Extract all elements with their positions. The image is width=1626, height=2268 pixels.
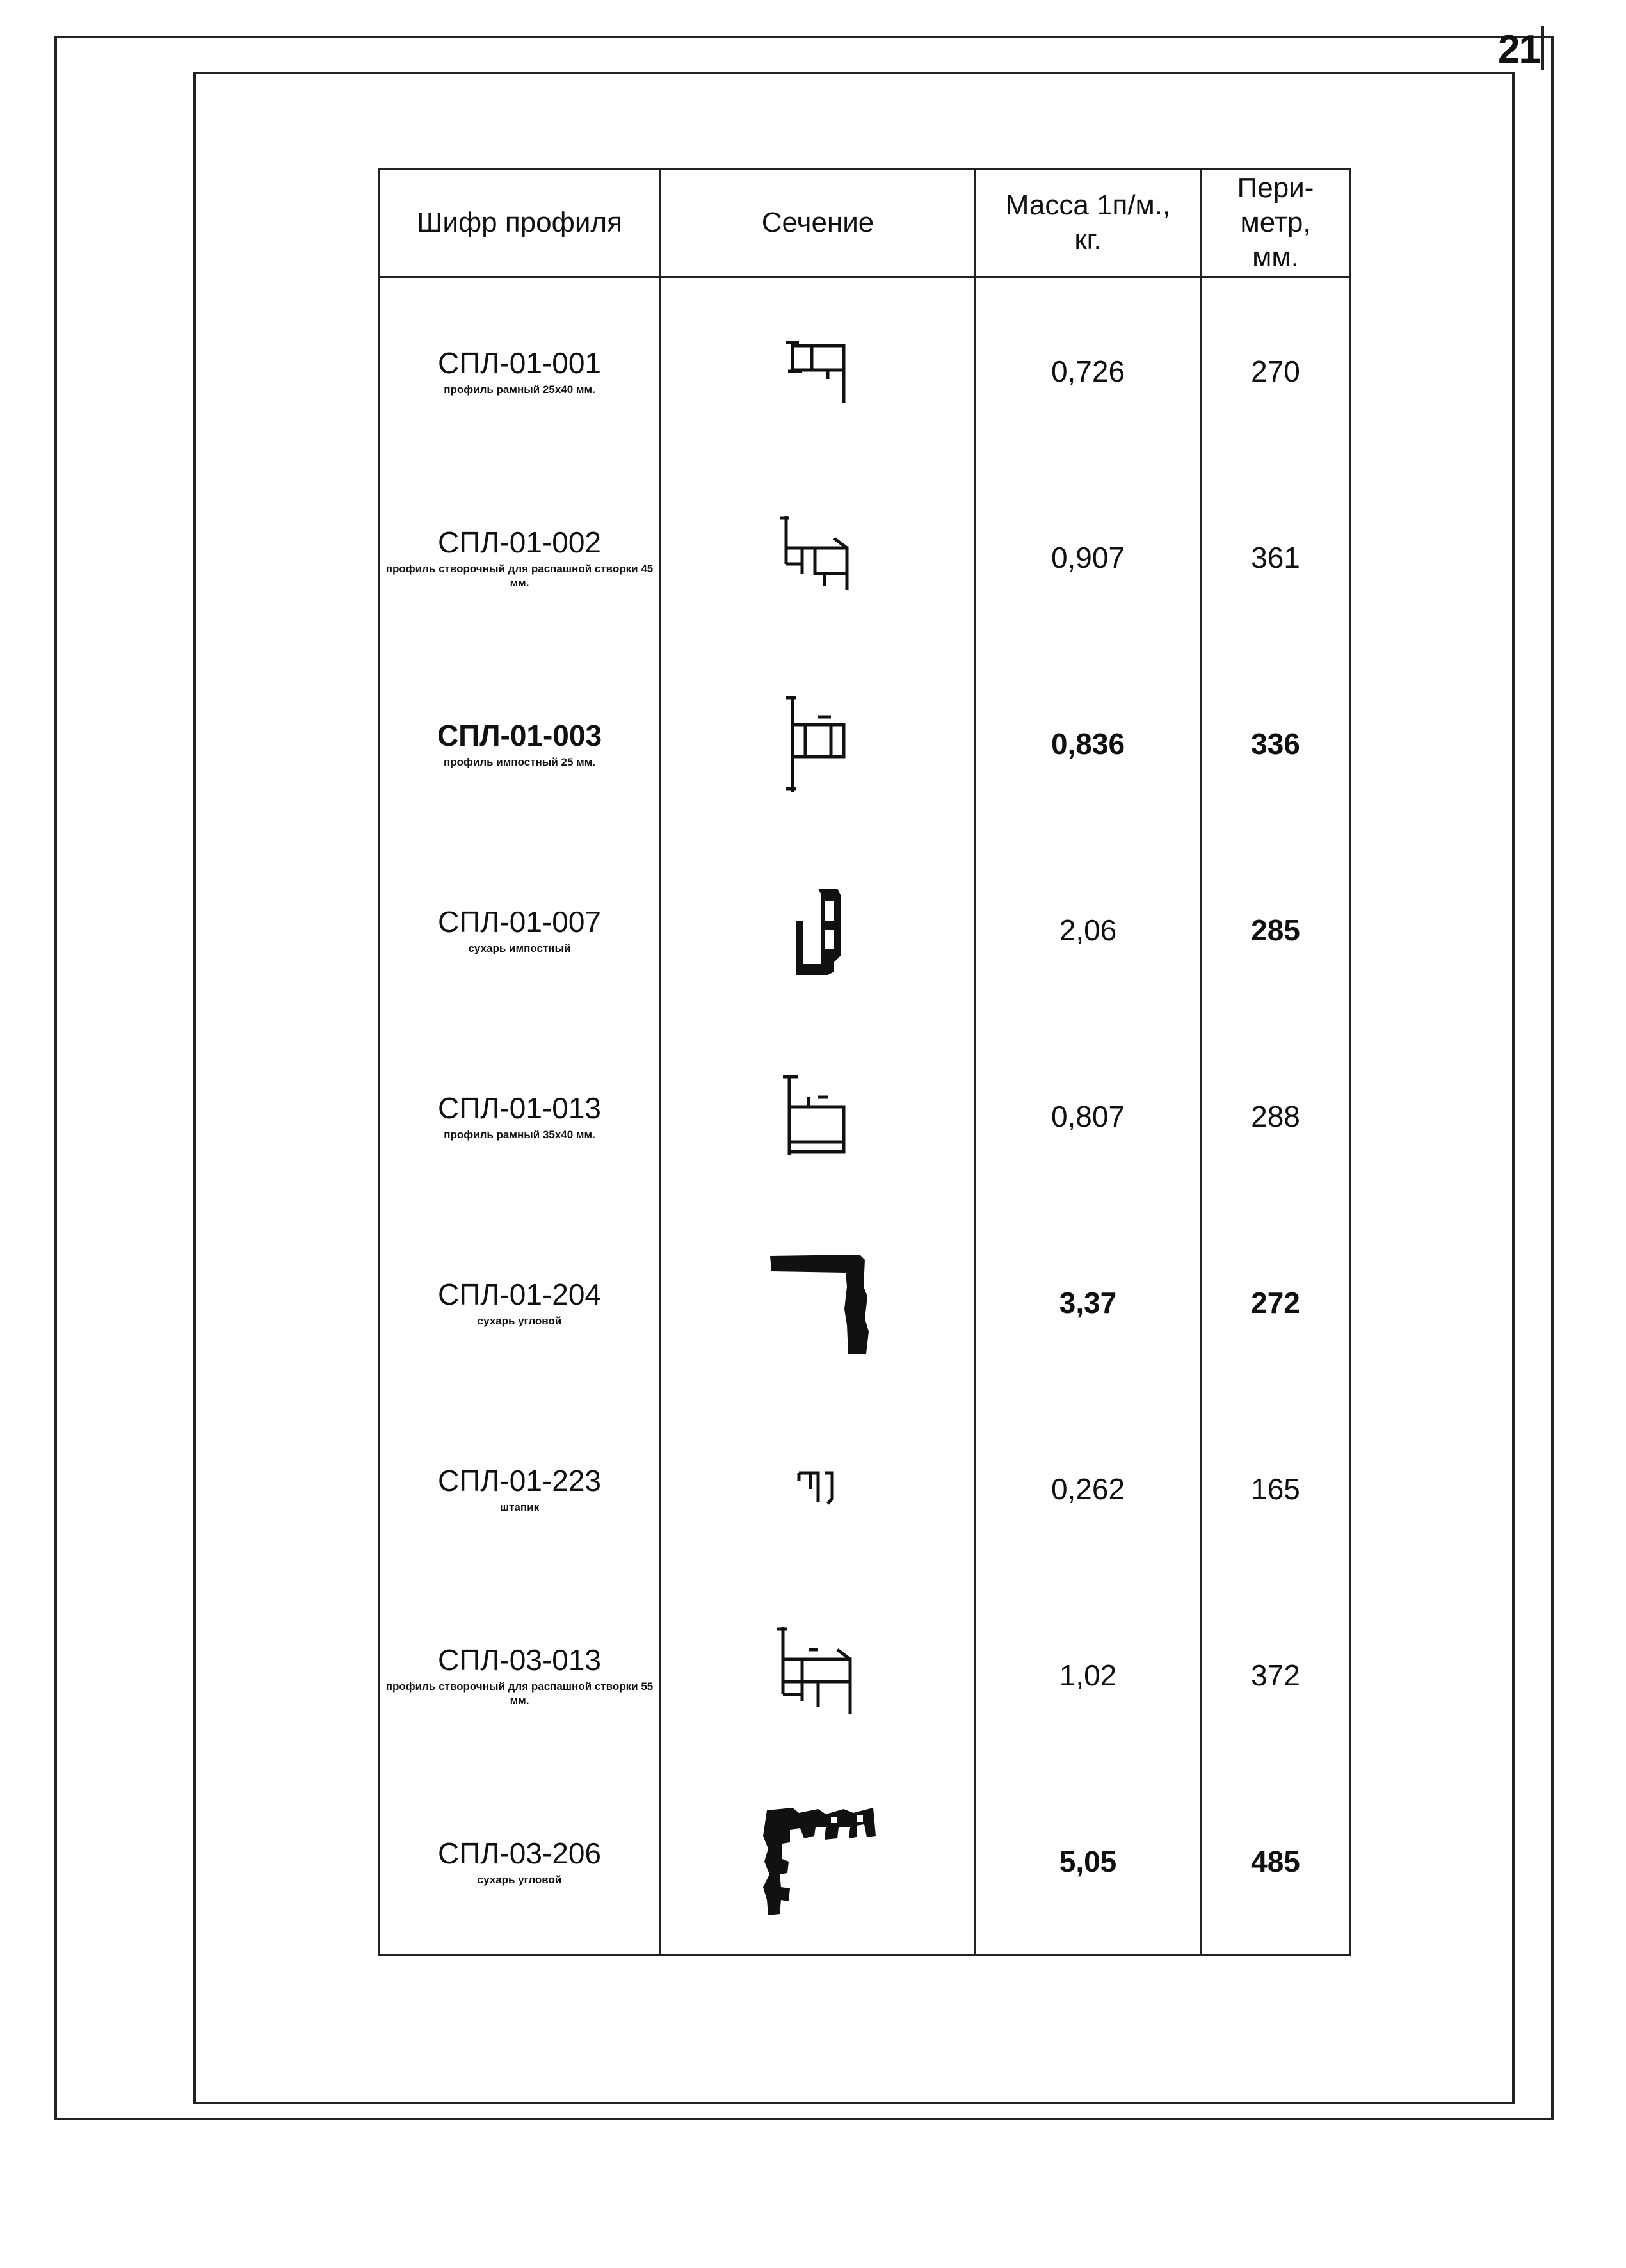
mullion-profile-icon (783, 693, 853, 795)
code-cell (379, 1395, 661, 1582)
page-number-rule (1541, 26, 1544, 70)
table-row (379, 277, 1351, 465)
header-perimeter (1201, 169, 1351, 277)
section-cell (661, 277, 976, 465)
mass-cell: 5,05 (976, 1768, 1201, 1956)
code-cell (379, 1582, 661, 1768)
glazing-bead-icon (793, 1467, 844, 1511)
perimeter-cell: 288 (1201, 1023, 1351, 1209)
profile-code: СПЛ-01-223 (437, 1463, 602, 1497)
header-mass-text: Масса 1п/м., кг. (1005, 189, 1171, 255)
profile-desc: сухарь угловой (477, 1314, 562, 1327)
header-mass (976, 169, 1201, 277)
perimeter-cell: 372 (1201, 1582, 1351, 1768)
mass-cell: 0,726 (976, 277, 1201, 465)
frame-profile-icon (783, 333, 853, 410)
perimeter-cell: 361 (1201, 464, 1351, 650)
table-row (379, 1209, 1351, 1395)
profile-desc: профиль створочный для распашной створки 55 мм. (385, 1680, 654, 1707)
table-row (379, 1023, 1351, 1209)
profiles-table (378, 168, 1351, 1956)
header-perimeter-text: Пери-метр, мм. (1237, 172, 1314, 273)
mass-cell: 3,37 (976, 1209, 1201, 1395)
section-cell (661, 1582, 976, 1768)
profile-desc: штапик (499, 1500, 540, 1513)
sash-profile-icon (773, 1624, 863, 1726)
profile-desc: профиль рамный 35х40 мм. (444, 1128, 595, 1141)
mass-cell: 0,807 (976, 1023, 1201, 1209)
perimeter-cell: 485 (1201, 1768, 1351, 1956)
profile-code: СПЛ-03-206 (437, 1836, 602, 1870)
code-cell (379, 837, 661, 1023)
profile-code: СПЛ-01-003 (437, 718, 602, 752)
profile-code: СПЛ-01-001 (437, 346, 602, 380)
profile-code: СПЛ-01-007 (437, 905, 602, 938)
mass-cell: 2,06 (976, 837, 1201, 1023)
section-cell (661, 650, 976, 837)
profile-desc: профиль импостный 25 мм. (443, 755, 596, 768)
header-code: Шифр профиля (379, 169, 661, 277)
profile-code: СПЛ-01-013 (437, 1091, 602, 1125)
mass-cell: 1,02 (976, 1582, 1201, 1768)
page-number: 21 (1498, 28, 1540, 72)
perimeter-cell: 270 (1201, 277, 1351, 465)
code-cell (379, 464, 661, 650)
perimeter-cell: 165 (1201, 1395, 1351, 1582)
profile-code: СПЛ-01-204 (437, 1277, 602, 1311)
code-cell (379, 1023, 661, 1209)
mass-cell: 0,836 (976, 650, 1201, 837)
section-cell (661, 464, 976, 650)
profile-desc: сухарь угловой (477, 1873, 562, 1886)
code-cell (379, 1209, 661, 1395)
table-row (379, 464, 1351, 650)
section-cell (661, 1768, 976, 1956)
perimeter-cell: 272 (1201, 1209, 1351, 1395)
table-row (379, 837, 1351, 1023)
table-header-row (379, 169, 1351, 277)
table-row (379, 650, 1351, 837)
table-row (379, 1395, 1351, 1582)
corner-cleat-icon (754, 1798, 882, 1926)
profile-desc: профиль рамный 25х40 мм. (444, 383, 595, 396)
header-section: Сечение (661, 169, 976, 277)
section-cell (661, 1209, 976, 1395)
section-cell (661, 837, 976, 1023)
mullion-cleat-icon (783, 882, 853, 978)
code-cell (379, 1768, 661, 1956)
perimeter-cell: 336 (1201, 650, 1351, 837)
mass-cell: 0,907 (976, 464, 1201, 650)
code-cell (379, 277, 661, 465)
table-row (379, 1768, 1351, 1956)
frame-profile-icon (780, 1072, 857, 1161)
code-cell (379, 650, 661, 837)
corner-cleat-icon (764, 1248, 873, 1357)
profile-code: СПЛ-01-002 (437, 525, 602, 559)
mass-cell: 0,262 (976, 1395, 1201, 1582)
section-cell (661, 1395, 976, 1582)
section-cell (661, 1023, 976, 1209)
table-row (379, 1582, 1351, 1768)
profile-desc: профиль створочный для распашной створки 45 мм. (385, 562, 654, 589)
sash-profile-icon (777, 513, 860, 602)
perimeter-cell: 285 (1201, 837, 1351, 1023)
profile-code: СПЛ-03-013 (437, 1643, 602, 1677)
profile-desc: сухарь импостный (468, 942, 571, 954)
